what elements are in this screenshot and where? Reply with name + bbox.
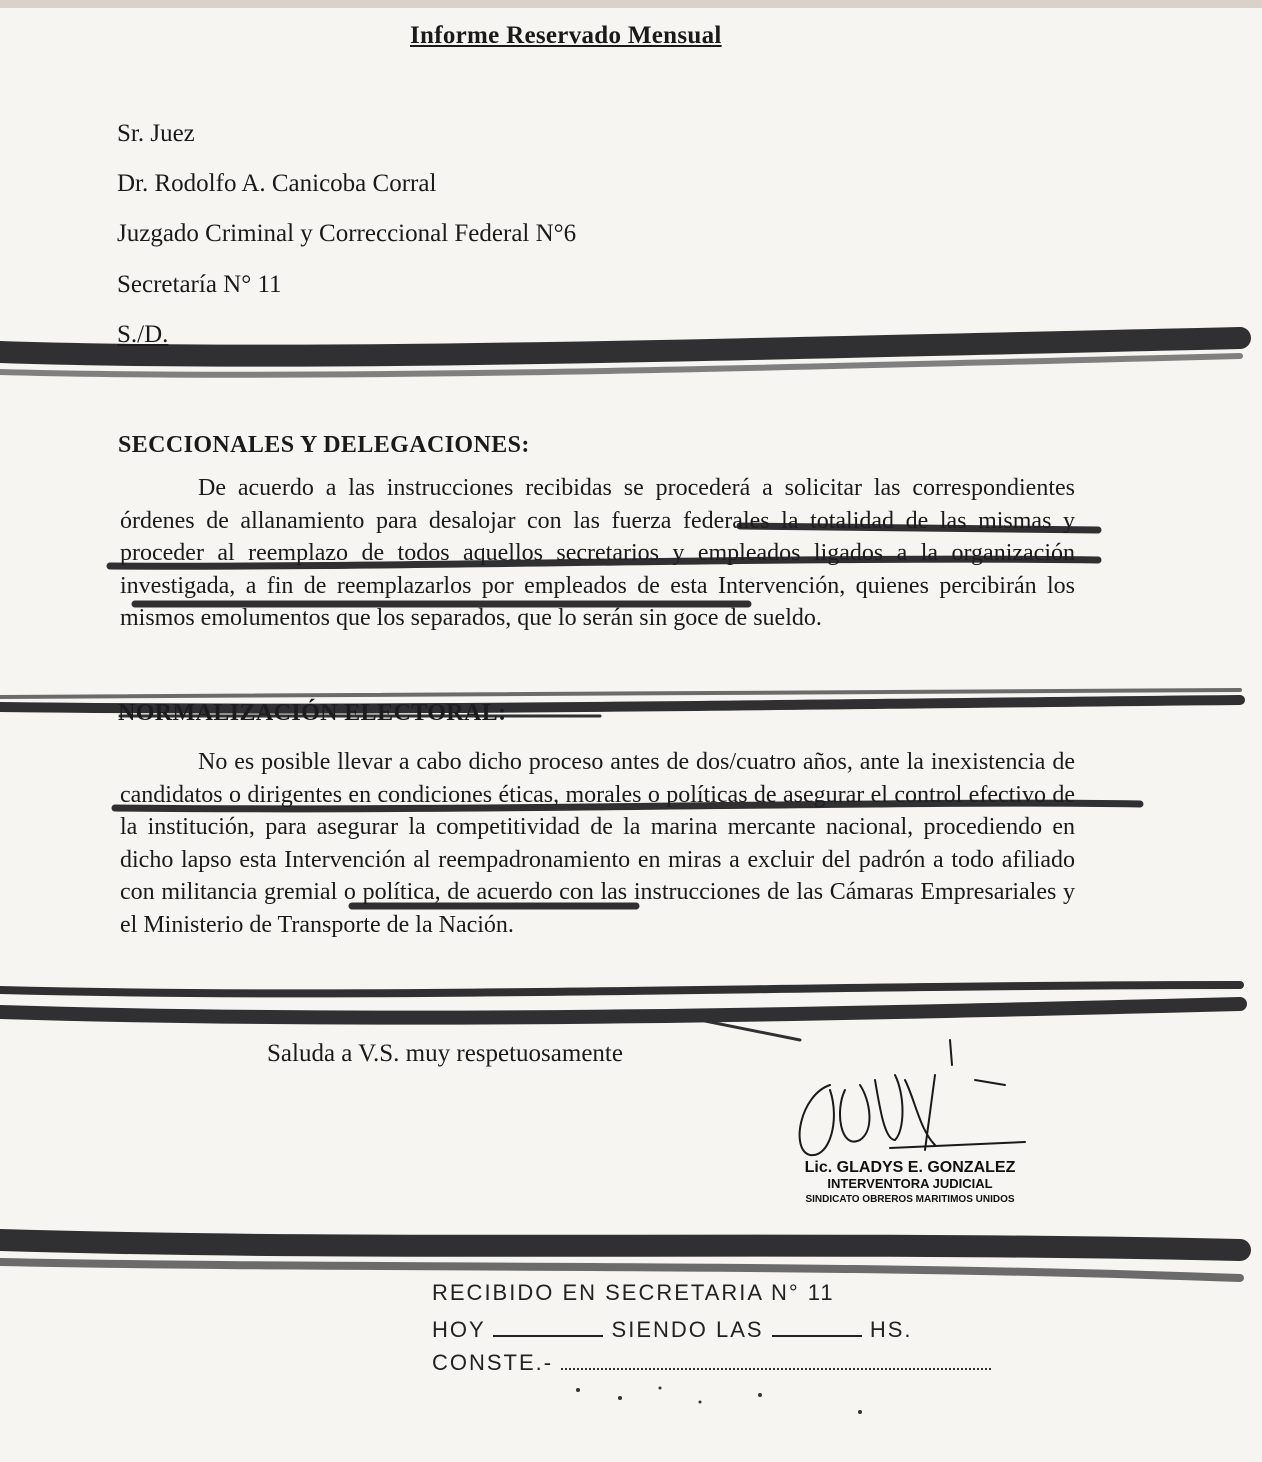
section-heading-normalizacion: NORMALIZACIÓN ELECTORAL:	[118, 700, 507, 726]
receipt-stamp-conste: CONSTE.-	[432, 1350, 554, 1375]
document-title: Informe Reservado Mensual	[410, 22, 722, 49]
addressee-line-5: S./D.	[117, 321, 169, 348]
section-body-seccionales: De acuerdo a las instrucciones recibidas se procederá a solicitar las correspondientes órdenes de allanamiento para desalojar con las fuerza federales la totalidad de las mismas y proceder al reemplazo de todos aquellos secretarios y empleados ligados a la organización investigada, a fin de reemplazarlos por empleados de esta Intervención, quienes percibirán los mismos emolumentos que los separados, que lo serán sin goce de sueldo.	[120, 475, 1075, 631]
signatory-organization: SINDICATO OBREROS MARITIMOS UNIDOS	[805, 1194, 1015, 1205]
addressee-line-4: Secretaría N° 11	[117, 271, 282, 298]
receipt-stamp-hoy: HOY	[432, 1317, 486, 1342]
marker-underline-4	[115, 803, 1140, 809]
addressee-line-1: Sr. Juez	[117, 120, 195, 147]
marker-bar-3	[0, 985, 1240, 993]
section-body-normalizacion: No es posible llevar a cabo dicho proceso antes de dos/cuatro años, ante la inexistencia de candidatos o dirigentes en condiciones éticas, morales o políticas de asegurar el control efectivo de la institución, para asegurar la competitividad de la marina mercante nacional, procediendo en dicho lapso esta Intervención al reempadronamiento en miras a excluir del padrón a todo afiliado con militancia gremial o política, de acuerdo con las instrucciones de las Cámaras Empresariales y el Ministerio de Transporte de la Nación.	[120, 749, 1075, 938]
marker-bar-4	[0, 1240, 1240, 1250]
signatory-role: INTERVENTORA JUDICIAL	[827, 1176, 993, 1191]
addressee-line-3: Juzgado Criminal y Correccional Federal N°6	[117, 220, 577, 247]
closing-salutation: Saluda a V.S. muy respetuosamente	[267, 1040, 623, 1067]
addressee-line-2: Dr. Rodolfo A. Canicoba Corral	[117, 170, 437, 197]
marker-bar-2	[0, 690, 1240, 697]
marker-bar-1	[0, 338, 1240, 356]
receipt-stamp-siendo: SIENDO LAS	[611, 1317, 764, 1342]
marker-underline-1	[740, 526, 1098, 530]
section-heading-seccionales: SECCIONALES Y DELEGACIONES:	[118, 432, 530, 458]
signatory-name: Lic. GLADYS E. GONZALEZ	[804, 1159, 1016, 1176]
receipt-stamp-hs: HS.	[869, 1317, 913, 1342]
marker-underline-2	[110, 559, 1098, 566]
receipt-stamp-line-1: RECIBIDO EN SECRETARIA N° 11	[432, 1280, 835, 1305]
